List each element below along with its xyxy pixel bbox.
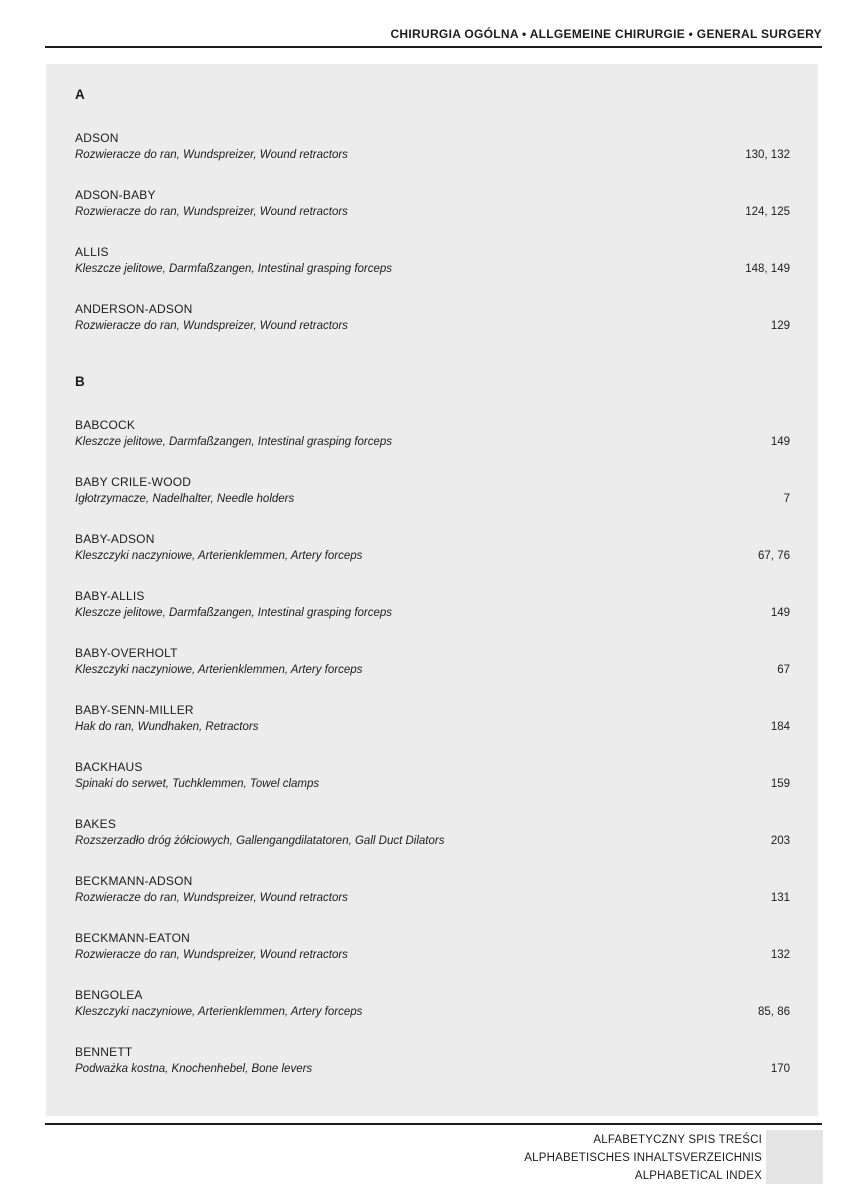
footer-title-english: ALPHABETICAL INDEX (634, 1170, 762, 1182)
footer-title-german: ALPHABETISCHES INHALTSVERZEICHNIS (524, 1152, 762, 1164)
entry-page-numbers: 131 (770, 892, 790, 904)
index-entry (75, 1044, 790, 1078)
entry-page-numbers: 67 (777, 664, 790, 676)
index-entry (75, 702, 790, 736)
entry-description: Rozwieracze do ran, Wundspreizer, Wound retractors (75, 149, 348, 161)
entry-name: ADSON-BABY (75, 188, 156, 202)
index-entry (75, 417, 790, 451)
entry-text (75, 645, 362, 679)
section-letter: B (75, 374, 85, 389)
index-sections (75, 86, 790, 1078)
entry-text (75, 816, 444, 850)
entry-name: BAKES (75, 817, 117, 831)
entry-description: Kleszcze jelitowe, Darmfaßzangen, Intestinal grasping forceps (75, 263, 393, 275)
header-rule (45, 46, 822, 48)
entry-text (75, 702, 258, 736)
entry-page-numbers: 7 (783, 493, 790, 505)
index-entry (75, 301, 790, 335)
entry-page-numbers: 130, 132 (745, 149, 790, 161)
index-entry (75, 531, 790, 565)
entry-name: ADSON (75, 131, 119, 145)
entry-description: Rozwieracze do ran, Wundspreizer, Wound retractors (75, 206, 348, 218)
footer-titles (524, 1130, 762, 1185)
entry-text (75, 244, 392, 278)
section-entries (75, 130, 790, 335)
entry-page-numbers: 124, 125 (745, 206, 790, 218)
entry-name: BECKMANN-EATON (75, 931, 191, 945)
entry-description: Spinaki do serwet, Tuchklemmen, Towel clamps (75, 778, 320, 790)
entry-text (75, 930, 348, 964)
section-letter: A (75, 87, 85, 102)
entry-text (75, 474, 294, 508)
entry-description: Rozwieracze do ran, Wundspreizer, Wound retractors (75, 320, 348, 332)
index-panel (46, 64, 818, 1116)
entry-name: BABY-ADSON (75, 532, 155, 546)
section-entries (75, 417, 790, 1078)
entry-description: Hak do ran, Wundhaken, Retractors (75, 721, 259, 733)
entry-text (75, 1044, 312, 1078)
entry-name: BABCOCK (75, 418, 136, 432)
index-entry (75, 187, 790, 221)
page-footer (524, 1130, 823, 1185)
entry-name: BABY-SENN-MILLER (75, 703, 194, 717)
entry-name: BECKMANN-ADSON (75, 874, 193, 888)
header-title: CHIRURGIA OGÓLNA • ALLGEMEINE CHIRURGIE • GENERAL SURGERY (390, 27, 822, 41)
entry-text (75, 301, 348, 335)
entry-name: BABY-OVERHOLT (75, 646, 178, 660)
entry-description: Rozwieracze do ran, Wundspreizer, Wound retractors (75, 949, 348, 961)
entry-page-numbers: 85, 86 (758, 1006, 790, 1018)
index-entry (75, 130, 790, 164)
entry-text (75, 417, 392, 451)
entry-name: BABY-ALLIS (75, 589, 145, 603)
entry-page-numbers: 170 (770, 1063, 790, 1075)
index-entry (75, 645, 790, 679)
entry-page-numbers: 132 (770, 949, 790, 961)
entry-page-numbers: 203 (770, 835, 790, 847)
entry-description: Kleszczyki naczyniowe, Arterienklemmen, Artery forceps (75, 664, 363, 676)
index-entry (75, 759, 790, 793)
footer-title-polish: ALFABETYCZNY SPIS TREŚCI (593, 1134, 762, 1146)
index-section (75, 373, 790, 1078)
entry-text (75, 873, 348, 907)
entry-page-numbers: 149 (770, 436, 790, 448)
entry-text (75, 987, 362, 1021)
entry-name: BENGOLEA (75, 988, 143, 1002)
index-section (75, 86, 790, 335)
entry-description: Podważka kostna, Knochenhebel, Bone levers (75, 1063, 313, 1075)
index-entry (75, 987, 790, 1021)
footer-tab-marker (766, 1130, 823, 1184)
entry-description: Kleszczyki naczyniowe, Arterienklemmen, Artery forceps (75, 1006, 363, 1018)
entry-text (75, 531, 362, 565)
page-header (45, 27, 822, 41)
entry-text (75, 130, 348, 164)
entry-page-numbers: 148, 149 (745, 263, 790, 275)
entry-page-numbers: 159 (770, 778, 790, 790)
entry-page-numbers: 129 (770, 320, 790, 332)
entry-page-numbers: 184 (770, 721, 790, 733)
entry-description: Kleszcze jelitowe, Darmfaßzangen, Intestinal grasping forceps (75, 607, 393, 619)
entry-description: Rozwieracze do ran, Wundspreizer, Wound retractors (75, 892, 348, 904)
entry-name: BACKHAUS (75, 760, 143, 774)
entry-description: Kleszczyki naczyniowe, Arterienklemmen, Artery forceps (75, 550, 363, 562)
index-entry (75, 816, 790, 850)
footer-rule (45, 1123, 822, 1125)
entry-name: BENNETT (75, 1045, 133, 1059)
entry-description: Igłotrzymacze, Nadelhalter, Needle holders (75, 493, 295, 505)
entry-name: ANDERSON-ADSON (75, 302, 193, 316)
index-entry (75, 588, 790, 622)
entry-name: BABY CRILE-WOOD (75, 475, 192, 489)
entry-text (75, 187, 348, 221)
entry-page-numbers: 149 (770, 607, 790, 619)
index-entry (75, 930, 790, 964)
entry-name: ALLIS (75, 245, 109, 259)
entry-description: Kleszcze jelitowe, Darmfaßzangen, Intestinal grasping forceps (75, 436, 393, 448)
index-entry (75, 474, 790, 508)
entry-page-numbers: 67, 76 (758, 550, 790, 562)
index-entry (75, 244, 790, 278)
entry-text (75, 759, 319, 793)
index-entry (75, 873, 790, 907)
entry-description: Rozszerzadło dróg żółciowych, Gallengangdilatatoren, Gall Duct Dilators (75, 835, 445, 847)
entry-text (75, 588, 392, 622)
